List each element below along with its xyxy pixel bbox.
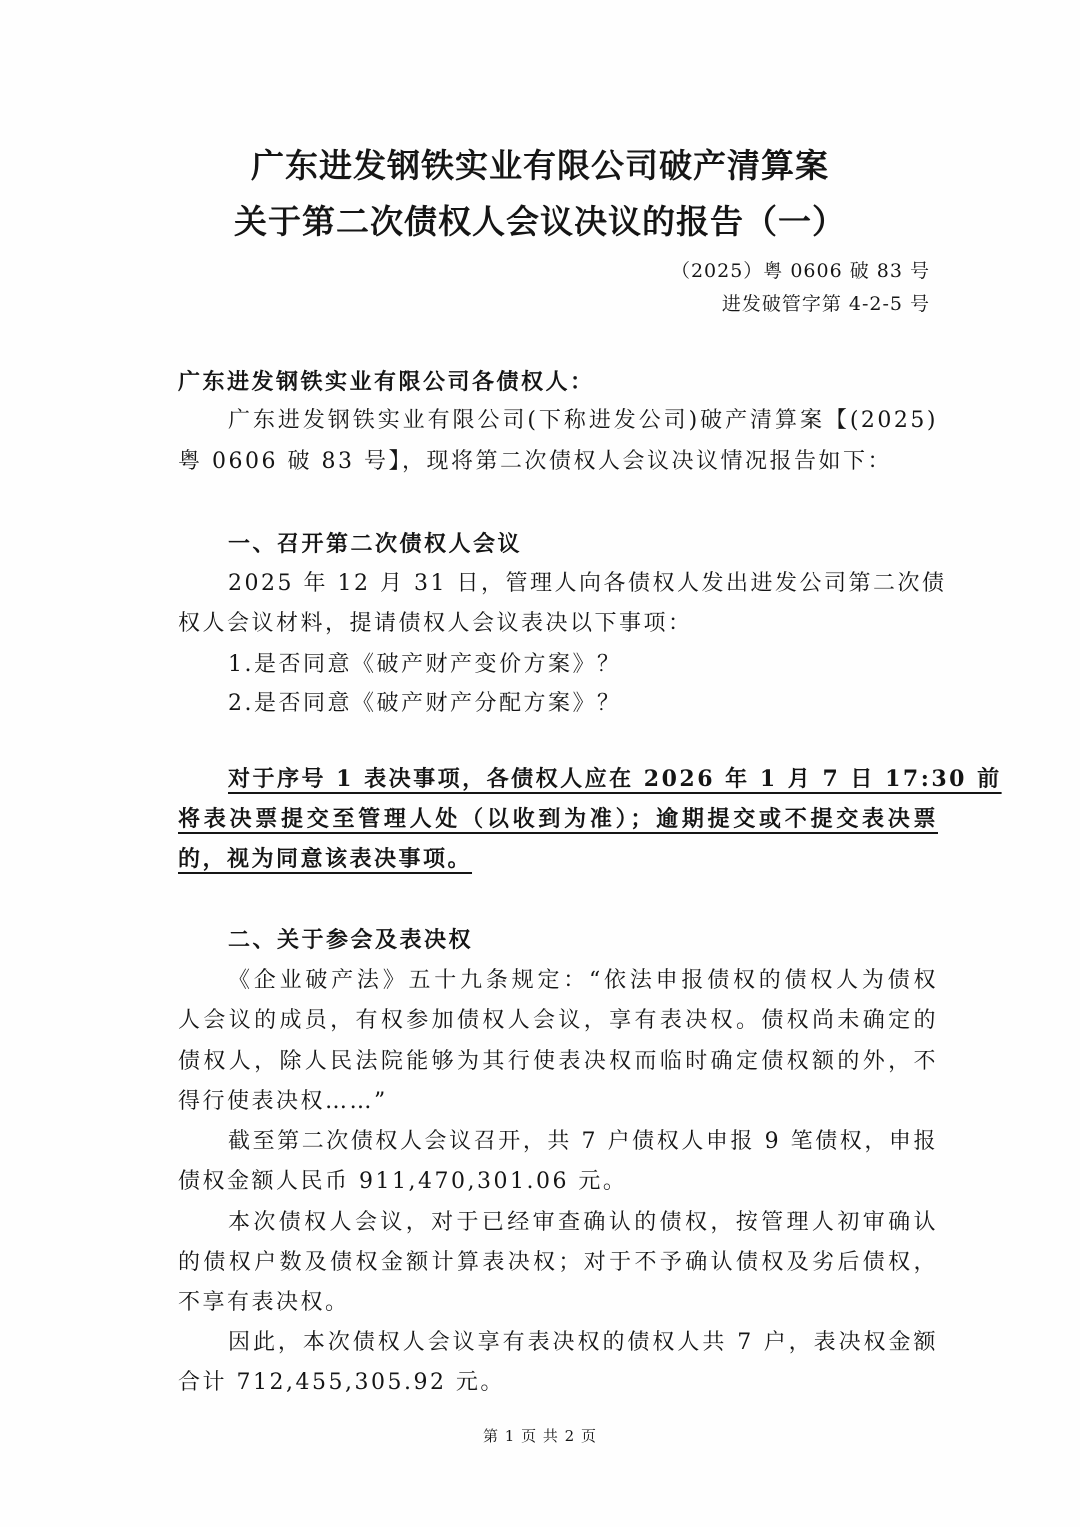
case-number: （2025）粤 0606 破 83 号 [670, 260, 930, 282]
document-number: 进发破管字第 4-2-5 号 [721, 293, 930, 315]
law-quote-line: 得行使表决权……” [178, 1089, 388, 1114]
section1-heading: 一、召开第二次债权人会议 [228, 531, 523, 557]
law-quote-line: 债权人，除人民法院能够为其行使表决权而临时确定债权额的外，不 [178, 1049, 938, 1074]
voting-deadline-notice-line: 的，视为同意该表决事项。 [178, 846, 473, 872]
voting-basis-line: 本次债权人会议，对于已经审查确认的债权，按管理人初审确认 [228, 1210, 938, 1235]
voting-basis-line: 不享有表决权。 [178, 1290, 350, 1315]
section1-paragraph-line: 权人会议材料，提请债权人会议表决以下事项： [178, 611, 693, 636]
law-quote-line: 人会议的成员，有权参加债权人会议，享有表决权。债权尚未确定的 [178, 1008, 938, 1033]
document-title-line1: 广东进发钢铁实业有限公司破产清算案 [251, 146, 829, 185]
agenda-item-1: 1.是否同意《破产财产变价方案》？ [228, 652, 622, 677]
section1-paragraph-line: 2025 年 12 月 31 日，管理人向各债权人发出进发公司第二次债 [228, 571, 947, 596]
voting-deadline-notice-line: 将表决票提交至管理人处（以收到为准）；逾期提交或不提交表决票 [178, 806, 938, 832]
intro-line: 广东进发钢铁实业有限公司(下称进发公司)破产清算案【(2025) [228, 408, 938, 433]
salutation: 广东进发钢铁实业有限公司各债权人： [178, 369, 595, 395]
claims-line: 债权金额人民币 911,470,301.06 元。 [178, 1169, 628, 1194]
document-title-line2: 关于第二次债权人会议决议的报告（一） [234, 202, 846, 241]
law-quote-line: 《企业破产法》五十九条规定：“依法申报债权的债权人为债权 [228, 968, 938, 993]
intro-line: 粤 0606 破 83 号】，现将第二次债权人会议决议情况报告如下： [178, 449, 892, 474]
conclusion-line: 因此，本次债权人会议享有表决权的债权人共 7 户，表决权金额 [228, 1330, 938, 1355]
voting-basis-line: 的债权户数及债权金额计算表决权；对于不予确认债权及劣后债权， [178, 1250, 938, 1275]
section2-heading: 二、关于参会及表决权 [228, 927, 474, 953]
voting-deadline-notice-line: 对于序号 1 表决事项，各债权人应在 2026 年 1 月 7 日 17:30 前 [228, 766, 1002, 792]
claims-line: 截至第二次债权人会议召开，共 7 户债权人申报 9 笔债权，申报 [228, 1129, 938, 1154]
agenda-item-2: 2.是否同意《破产财产分配方案》？ [228, 691, 622, 716]
page-number: 第 1 页 共 2 页 [483, 1427, 597, 1445]
conclusion-line: 合计 712,455,305.92 元。 [178, 1370, 505, 1395]
